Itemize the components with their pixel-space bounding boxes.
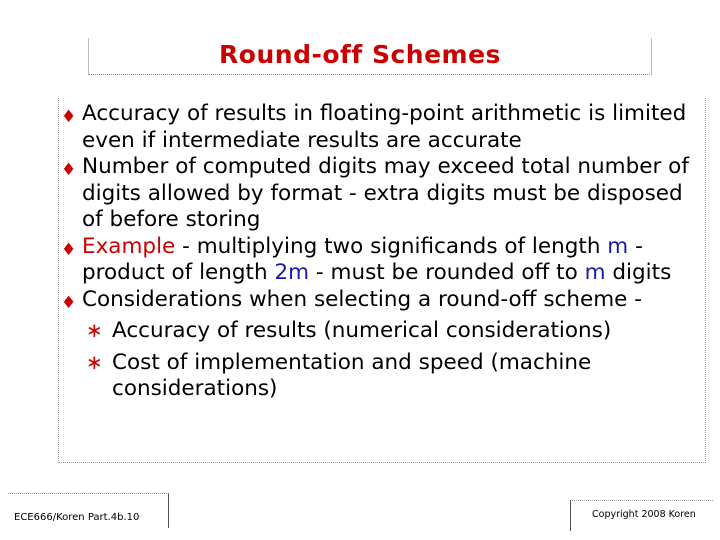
variable-2m: 2m bbox=[274, 260, 310, 285]
bullet-example bbox=[60, 234, 708, 287]
footer-course-label: ECE666/Koren Part.4b.10 bbox=[14, 512, 140, 523]
sub-bullet-accuracy bbox=[60, 318, 708, 345]
bullet-text: - multiplying two significands of length bbox=[175, 233, 608, 259]
bullet-list bbox=[60, 101, 708, 403]
diamond-bullet-icon: ♦ bbox=[61, 160, 77, 180]
sub-bullet-text: Accuracy of results (numerical considerations) bbox=[112, 318, 612, 343]
footer-copyright: Copyright 2008 Koren bbox=[592, 509, 696, 520]
bullet-text: digits bbox=[605, 260, 672, 285]
bullet-text: Accuracy of results in floating-point arithmetic is limited even if intermediate results are accurate bbox=[82, 101, 687, 153]
bullet-text: - product of length bbox=[82, 233, 643, 285]
sub-bullet-text: Cost of implementation and speed (machine considerations) bbox=[112, 349, 592, 401]
diamond-bullet-icon: ♦ bbox=[61, 107, 77, 127]
bullet-digits bbox=[60, 154, 708, 234]
star-bullet-icon: ∗ bbox=[86, 318, 103, 342]
bullet-accuracy bbox=[60, 101, 708, 154]
diamond-bullet-icon: ♦ bbox=[61, 239, 77, 260]
bullet-text: - must be rounded off to bbox=[309, 260, 585, 285]
bullet-considerations bbox=[60, 287, 708, 314]
star-bullet-icon: ∗ bbox=[86, 349, 103, 374]
bullet-text: Number of computed digits may exceed total number of digits allowed by format - extra digits must be disposed of before storing bbox=[82, 154, 689, 232]
sub-bullet-cost bbox=[60, 350, 708, 403]
example-label: Example bbox=[82, 233, 176, 259]
bullet-text: Considerations when selecting a round-off scheme - bbox=[82, 286, 642, 312]
variable-m: m bbox=[607, 233, 629, 259]
diamond-bullet-icon: ♦ bbox=[61, 292, 77, 313]
variable-m: m bbox=[584, 260, 606, 285]
slide-title: Round-off Schemes bbox=[219, 40, 501, 69]
